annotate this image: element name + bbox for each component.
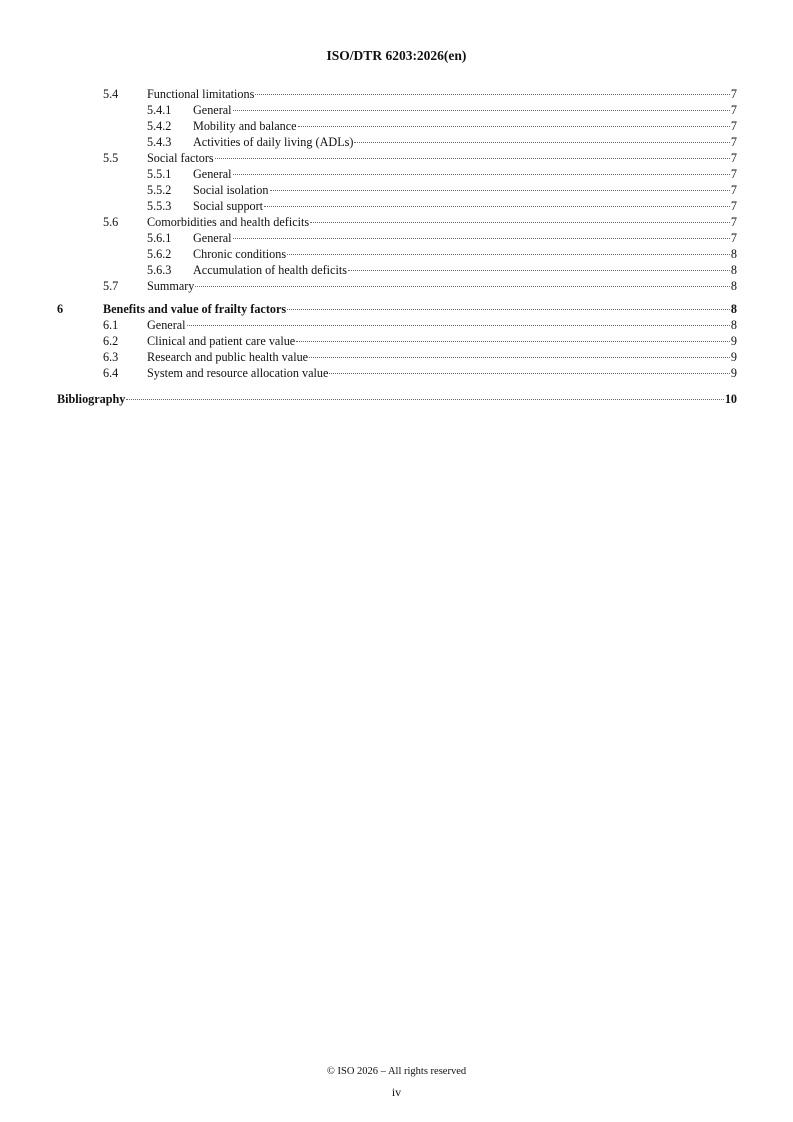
toc-entry-title: Social support <box>193 199 264 213</box>
document-header: ISO/DTR 6203:2026(en) <box>326 48 467 63</box>
dot-leader <box>255 94 730 95</box>
dot-leader <box>309 357 730 358</box>
toc-entry[interactable] <box>103 215 737 231</box>
toc-entry-title: Social isolation <box>193 183 269 197</box>
toc-entry[interactable] <box>147 103 737 119</box>
toc-entry-number: 6.4 <box>103 366 119 380</box>
toc-entry[interactable] <box>57 302 737 318</box>
toc-entry-title: Activities of daily living (ADLs) <box>193 135 354 149</box>
toc-entry-title: General <box>193 103 232 117</box>
toc-entry[interactable] <box>147 199 737 215</box>
toc-entry[interactable] <box>147 231 737 247</box>
dot-leader <box>348 270 730 271</box>
toc-entry-title: System and resource allocation value <box>147 366 329 380</box>
toc-entry-title: General <box>147 318 186 332</box>
toc-entry-title: Chronic conditions <box>193 247 287 261</box>
dot-leader <box>126 399 723 400</box>
toc-entry-title: Bibliography <box>57 392 126 406</box>
dot-leader <box>187 325 730 326</box>
toc-entry[interactable] <box>147 247 737 263</box>
toc-entry-page: 9 <box>730 366 737 380</box>
toc-entry-page: 8 <box>730 247 737 261</box>
dot-leader <box>233 174 730 175</box>
toc-entry[interactable] <box>103 87 737 103</box>
dot-leader <box>195 286 730 287</box>
dot-leader <box>310 222 730 223</box>
toc-entry-page: 9 <box>730 334 737 348</box>
toc-entry-page: 10 <box>724 392 737 406</box>
toc-entry-title: Research and public health value <box>147 350 309 364</box>
toc-entry-title: General <box>193 167 232 181</box>
toc-entry-number: 5.6.3 <box>147 263 172 277</box>
dot-leader <box>270 190 730 191</box>
toc-entry[interactable] <box>103 318 737 334</box>
toc-entry-page: 8 <box>730 279 737 293</box>
toc-entry[interactable] <box>147 183 737 199</box>
toc-entry-title: Benefits and value of frailty factors <box>103 302 287 316</box>
toc-entry-page: 7 <box>730 199 737 213</box>
toc-entry-number: 6.2 <box>103 334 119 348</box>
toc-entry-title: General <box>193 231 232 245</box>
dot-leader <box>298 126 730 127</box>
toc-entry-page: 7 <box>730 183 737 197</box>
toc-entry-number: 5.5.1 <box>147 167 172 181</box>
toc-entry-page: 7 <box>730 119 737 133</box>
toc-entry-page: 8 <box>730 318 737 332</box>
toc-entry-number: 5.6.2 <box>147 247 172 261</box>
dot-leader <box>354 142 729 143</box>
toc-entry-number: 5.4 <box>103 87 119 101</box>
toc-entry-title: Clinical and patient care value <box>147 334 296 348</box>
toc-entry[interactable] <box>147 119 737 135</box>
dot-leader <box>233 110 730 111</box>
toc-entry-page: 7 <box>730 231 737 245</box>
toc-entry-title: Social factors <box>147 151 214 165</box>
toc-entry-number: 6.1 <box>103 318 119 332</box>
toc-entry-number: 5.7 <box>103 279 119 293</box>
toc-entry-number: 5.4.2 <box>147 119 172 133</box>
toc-entry[interactable] <box>147 167 737 183</box>
toc-entry-number: 6.3 <box>103 350 119 364</box>
toc-entry-page: 7 <box>730 103 737 117</box>
toc-entry-title: Summary <box>147 279 195 293</box>
toc-entry-page: 7 <box>730 135 737 149</box>
toc-entry-number: 5.4.1 <box>147 103 172 117</box>
toc-entry-number: 5.5 <box>103 151 119 165</box>
dot-leader <box>287 309 730 310</box>
toc-entry-number: 5.4.3 <box>147 135 172 149</box>
toc-entry-page: 7 <box>730 87 737 101</box>
toc-entry-number: 6 <box>57 302 64 316</box>
toc-entry-number: 5.5.2 <box>147 183 172 197</box>
toc-entry-page: 7 <box>730 151 737 165</box>
dot-leader <box>296 341 730 342</box>
toc-entry[interactable] <box>147 263 737 279</box>
toc-entry[interactable] <box>103 151 737 167</box>
toc-entry-title: Functional limitations <box>147 87 255 101</box>
toc-entry-title: Mobility and balance <box>193 119 297 133</box>
toc-entry-page: 9 <box>730 350 737 364</box>
toc-entry-page: 8 <box>730 263 737 277</box>
toc-entry-number: 5.6 <box>103 215 119 229</box>
toc-entry-page: 8 <box>730 302 737 316</box>
toc-entry-page: 7 <box>730 215 737 229</box>
toc-entry[interactable] <box>103 350 737 366</box>
toc-entry-title: Comorbidities and health deficits <box>147 215 310 229</box>
toc-entry-number: 5.5.3 <box>147 199 172 213</box>
page-number: iv <box>391 1085 402 1099</box>
toc-entry[interactable] <box>147 135 737 151</box>
toc-entry-page: 7 <box>730 167 737 181</box>
copyright-footer: © ISO 2026 – All rights reserved <box>326 1066 467 1077</box>
toc-entry-title: Accumulation of health deficits <box>193 263 347 277</box>
toc-entry[interactable] <box>103 279 737 295</box>
dot-leader <box>264 206 730 207</box>
toc-entry[interactable] <box>103 366 737 382</box>
dot-leader <box>215 158 730 159</box>
toc-entry[interactable] <box>57 392 737 408</box>
dot-leader <box>287 254 730 255</box>
toc-entry[interactable] <box>103 334 737 350</box>
toc-entry-number: 5.6.1 <box>147 231 172 245</box>
dot-leader <box>233 238 730 239</box>
dot-leader <box>329 373 730 374</box>
